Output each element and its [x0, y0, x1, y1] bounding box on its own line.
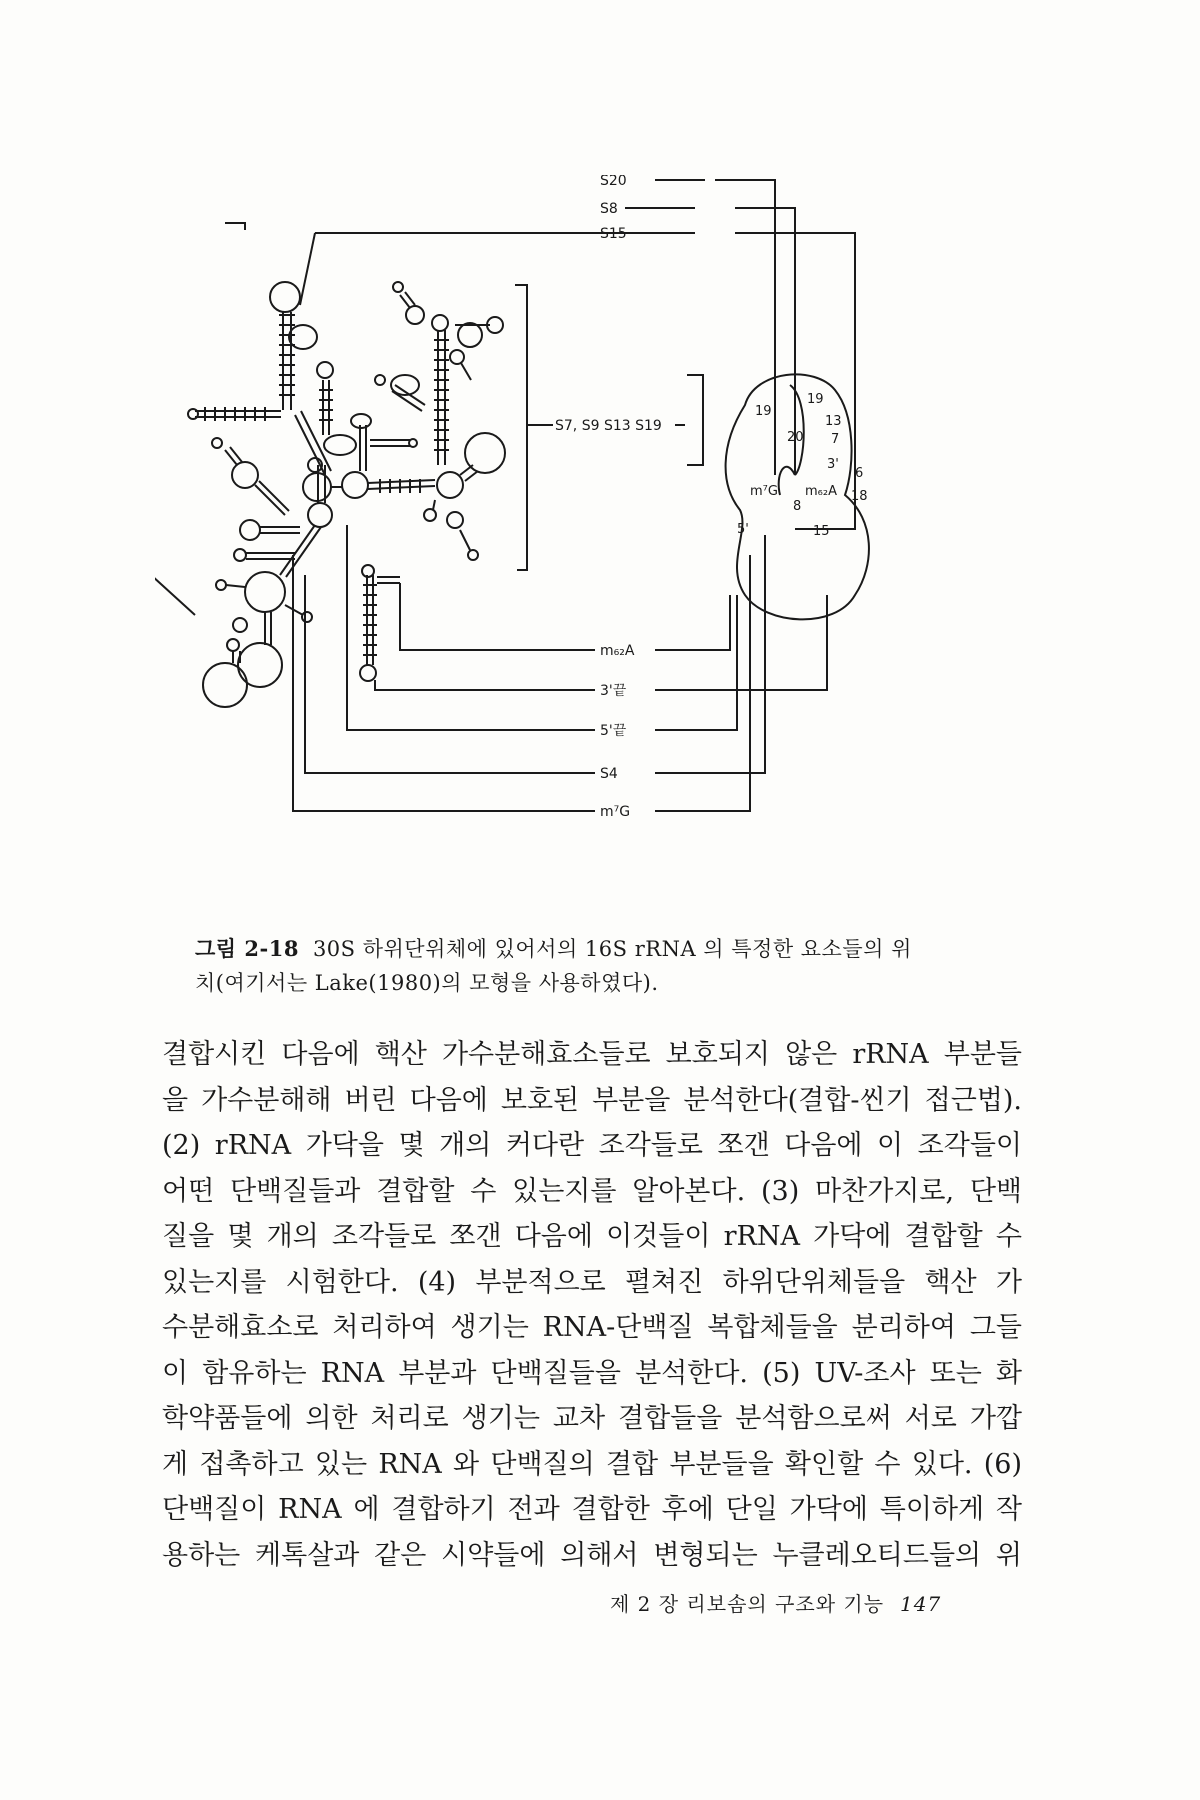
body-line: 있는지를 시험한다. (4) 부분적으로 펼쳐진 하위단위체들을 핵산 가 [162, 1266, 1022, 1298]
subunit-label-m62a: m₆₂A [805, 484, 837, 499]
subunit-label-3prime: 3' [827, 457, 839, 472]
body-paragraph [162, 1032, 1022, 1578]
subunit-label-7: 7 [831, 432, 840, 447]
m62a-leader [400, 583, 595, 650]
label-s20: S20 [600, 175, 627, 189]
subunit-label-6: 6 [855, 466, 864, 481]
body-line: 결합시킨 다음에 핵산 가수분해효소들로 보호되지 않은 rRNA 부분들 [162, 1039, 1022, 1070]
s15-pointer [225, 223, 245, 230]
body-line: 게 접촉하고 있는 RNA 와 단백질의 결합 부분들을 확인할 수 있다. (6) [162, 1448, 1022, 1480]
end3-leader [375, 680, 595, 690]
body-line: 단백질이 RNA 에 결합하기 전과 결합한 후에 단일 가닥에 특이하게 작 [162, 1494, 1022, 1525]
body-line: 어떤 단백질들과 결합할 수 있는지를 알아본다. (3) 마찬가지로, 단백 [162, 1175, 1022, 1207]
label-end5: 5'끝 [600, 723, 627, 739]
end3-right [655, 595, 827, 690]
rrna-secondary-structure-figure [155, 175, 1055, 915]
page-number: 147 [900, 1592, 942, 1616]
label-s15: S15 [600, 226, 627, 242]
subunit-label-8: 8 [793, 499, 802, 514]
body-line: 용하는 케톡살과 같은 시약들에 의해서 변형되는 누클레오티드들의 위 [162, 1539, 1022, 1571]
figure-number: 그림 2-18 [195, 936, 299, 961]
figure-caption [195, 932, 1015, 1000]
s4-leader [305, 575, 595, 773]
subunit-30s-outline [726, 374, 869, 619]
subunit-label-m7g: m⁷G [750, 484, 778, 499]
label-end3: 3'끝 [600, 683, 627, 699]
caption-line-1 [195, 932, 1015, 966]
s20-line-right [735, 180, 775, 475]
body-line: 이 함유하는 RNA 부분과 단백질들을 분석한다. (5) UV-조사 또는 화 [162, 1357, 1022, 1389]
subunit-label-19b: 19 [807, 392, 824, 407]
body-line: 질을 몇 개의 조각들로 쪼갠 다음에 이것들이 rRNA 가닥에 결합할 수 [162, 1221, 1022, 1252]
label-s8: S8 [600, 201, 618, 217]
chapter-title: 제 2 장 리보솜의 구조와 기능 [610, 1592, 885, 1616]
subunit-label-15: 15 [813, 524, 830, 539]
s7-bracket-right [687, 375, 703, 465]
label-s4: S4 [600, 766, 618, 782]
left-outline [155, 235, 195, 615]
body-line: 수분해효소로 처리하여 생기는 RNA-단백질 복합체들을 분리하여 그들 [162, 1312, 1022, 1343]
s7-bracket [515, 285, 527, 570]
body-line: 학약품들에 의한 처리로 생기는 교차 결합들을 분석함으로써 서로 가깝 [162, 1403, 1022, 1434]
caption-text-1: 30S 하위단위체에 있어서의 16S rRNA 의 특정한 요소들의 위 [312, 937, 912, 961]
subunit-label-13: 13 [825, 414, 842, 429]
body-line: (2) rRNA 가닥을 몇 개의 커다란 조각들로 쪼갠 다음에 이 조각들이 [162, 1130, 1022, 1161]
end5-leader [347, 525, 595, 730]
subunit-label-5prime: 5' [737, 522, 749, 537]
s8-line-right [735, 208, 795, 475]
m62a-right [655, 595, 730, 650]
caption-line-2: 치(여기서는 Lake(1980)의 모형을 사용하였다). [195, 971, 659, 995]
protein-labels [555, 175, 662, 820]
subunit-label-18: 18 [851, 489, 868, 504]
label-s7-group: S7, S9 S13 S19 [555, 418, 662, 434]
page-footer [610, 1588, 941, 1617]
s15-connector [300, 233, 315, 305]
figure-drawing [155, 175, 1055, 915]
subunit-label-19a: 19 [755, 404, 772, 419]
body-line: 을 가수분해해 버린 다음에 보호된 부분을 분석한다(결합-씬기 접근법). [162, 1084, 1022, 1116]
s4-right [655, 535, 765, 773]
label-m62a: m₆₂A [600, 643, 635, 659]
end5-right [655, 595, 737, 730]
label-m7g: m⁷G [600, 804, 631, 820]
subunit-label-20: 20 [787, 430, 804, 445]
